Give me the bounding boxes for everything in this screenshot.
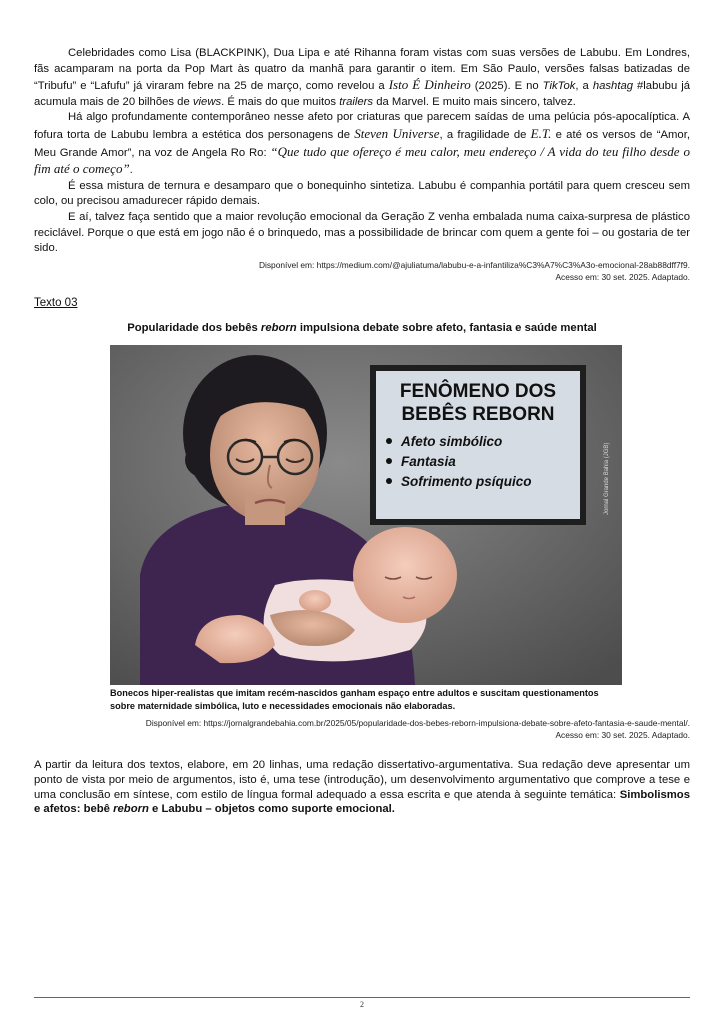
source-url: Disponível em: https://jornalgrandebahia.com.br/2025/05/popularidade-dos-bebes-reborn-impulsiona-debate-sobre-afeto-fantasia-e-saude-mental/. [145, 718, 690, 728]
source-url: Disponível em: https://medium.com/@ajuliatuma/labubu-e-a-infantiliza%C3%A7%C3%A3o-emocional-28ab88dff7f9. [258, 260, 690, 270]
footer-divider [34, 997, 690, 998]
photo-caption: Bonecos hiper-realistas que imitam recém-nascidos ganham espaço entre adultos e suscitam questionamentos sobre maternidade simbólica, luto e necessidades emocionais não elaboradas. [110, 688, 599, 711]
paragraph-2: Há algo profundamente contemporâneo nesse afeto por criaturas que parecem saídas de uma pelúcia pós-apocalíptica. A fofura torta de Labubu lembra a estética dos personagens de Steven Universe, a fragilidade de E.T. e até os versos de “Amor, Meu Grande Amor”, na voz de Angela Ro Ro: “Que tudo que ofereço é meu calor, meu endereço / A vida do teu filho desde o fim até o começo”. [34, 111, 690, 177]
bullet-icon [386, 438, 392, 444]
board-item-3: Sofrimento psíquico [401, 474, 532, 489]
paragraph-1: Celebridades como Lisa (BLACKPINK), Dua Lipa e até Rihanna foram vistas com suas versões de Labubu. Em Londres, fãs acamparam na porta da Pop Mart às quatro da manhã para garantir o item. Em São Paulo, versões falsas batizadas de “Tribufu” e “Lafufu” já viraram febre na 25 de março, como revelou a Isto É Dinheiro (2025). E no TikTok, a hashtag #labubu já acumula mais de 20 bilhões de views. É mais do que muitos trailers da Marvel. E muito mais sincero, talvez. [34, 47, 691, 108]
essay-theme: Simbolismos e afetos: bebê reborn e Labubu – objetos como suporte emocional. [34, 788, 690, 816]
bullet-icon [386, 458, 392, 464]
reborn-figure [110, 345, 622, 715]
bullet-icon [386, 478, 392, 484]
reborn-photo [110, 345, 622, 685]
board-title-line-2: BEBÊS REBORN [401, 404, 555, 425]
source-article-1 [259, 260, 690, 283]
source-access-date: Acesso em: 30 set. 2025. Adaptado. [555, 271, 690, 282]
source-text-3 [146, 718, 690, 741]
text-3-label: Texto 03 [34, 297, 78, 309]
paragraph-4: E aí, talvez faça sentido que a maior revolução emocional da Geração Z venha embalada numa caixa-surpresa de plástico reciclável. Porque o que está em jogo não é o brinquedo, mas a possibilidade de brincar com quem a gente foi – ou gostaria de ter sido. [34, 210, 690, 255]
board-title-line-1: FENÔMENO DOS [399, 381, 557, 402]
watermark: Jornal Grande Bahia (JGB) [604, 442, 610, 515]
text-3-headline: Popularidade dos bebês reborn impulsiona debate sobre afeto, fantasia e saúde mental [127, 322, 597, 334]
board-item-2: Fantasia [401, 454, 456, 469]
article-labubu [34, 46, 690, 257]
paragraph-3: É essa mistura de ternura e desamparo que o bonequinho sintetiza. Labubu é companhia portátil para quem cresceu sem colo, ou precisou amadurecer rápido demais. [34, 179, 690, 208]
source-access-date: Acesso em: 30 set. 2025. Adaptado. [555, 729, 690, 740]
page-number: 2 [360, 1000, 364, 1009]
board-item-1: Afeto simbólico [401, 434, 503, 449]
essay-prompt: A partir da leitura dos textos, elabore, em 20 linhas, uma redação dissertativo-argumentativa. Sua redação deve apresentar um ponto de vista por meio de argumentos, isto é, uma tese (introdução), um desenvolvimento argumentativo que comprove a tese e uma conclusão em síntese, com estilo de língua formal adequado a essa escrita e que atenda à seguinte temática: Simbolismos e afetos: bebê reborn e Labubu – objetos como suporte emocional. [34, 759, 690, 816]
